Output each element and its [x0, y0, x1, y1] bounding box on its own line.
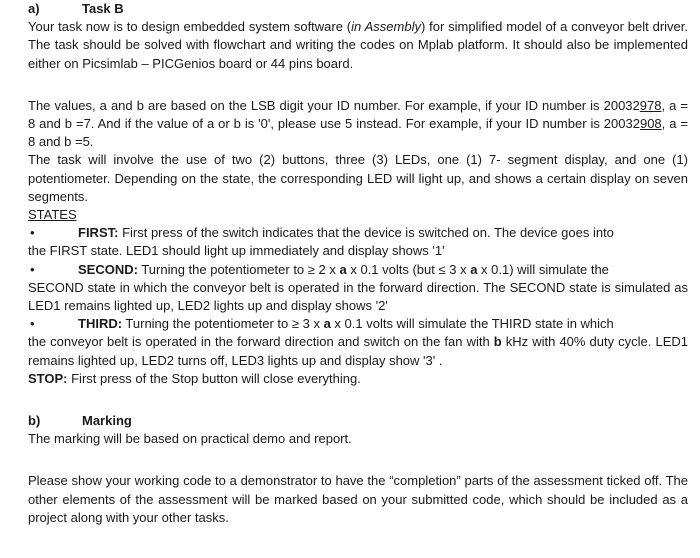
intro-part-1: Your task now is to design embedded system software (: [28, 19, 352, 35]
first-label: FIRST:: [78, 225, 119, 241]
stop-text: First press of the Stop button will close everything.: [67, 370, 361, 386]
assignment-document: [28, 0, 688, 527]
second-text-1e: x 0.1) will simulate the: [477, 261, 609, 277]
third-var-b: b: [493, 334, 502, 350]
state-first-line-2: the FIRST state. LED1 should light up immediately and display shows '1': [28, 243, 445, 259]
state-third-line-1: [28, 315, 688, 333]
values-text-b: , a = 8 and b =7. And if the value of a or b is '0', please use 5 instead. For example, if your ID number is 20032: [28, 97, 688, 132]
state-second-line-2: SECOND state in which the conveyor belt is operated in the forward direction. The SECOND state is simulated as LED1 remains lighted up, LED2 lights up and display shows '2': [28, 279, 688, 314]
marking-text: The marking will be based on practical demo and report.: [28, 431, 352, 447]
marking-heading: [28, 412, 688, 430]
third-text-1a: Turning the potentiometer to ≥ 3 x: [122, 316, 324, 332]
second-var-a-1: a: [339, 261, 347, 277]
closing-paragraph: Please show your working code to a demonstrator to have the “completion” parts of the assessment ticked off. The other elements of the assessment will be marked based on your submitted code, which should be included as a project along with your other tasks.: [28, 473, 688, 525]
state-first-line-1: [28, 224, 688, 242]
first-text-1: First press of the switch indicates that the device is switched on. The device goes into: [118, 225, 614, 241]
task-b-intro: [28, 18, 688, 73]
marking-label: b): [28, 413, 41, 429]
components-paragraph: The task will involve the use of two (2) buttons, three (3) LEDs, one (1) 7- segment display, and one (1) potentiometer. Depending on the state, the corresponding LED will light up, and shows a certain display on seven segments.: [28, 152, 688, 204]
task-b-title: Task B: [82, 1, 124, 16]
second-label: SECOND:: [78, 261, 138, 277]
states-heading: STATES: [28, 207, 77, 223]
second-var-a-2: a: [470, 261, 478, 277]
third-var-a: a: [323, 316, 331, 332]
state-stop: [28, 370, 688, 388]
values-paragraph: [28, 97, 688, 152]
task-b-label: a): [28, 1, 40, 16]
marking-title: Marking: [82, 413, 132, 429]
bullet-third: •: [30, 316, 35, 332]
third-label: THIRD:: [78, 316, 123, 332]
bullet-second: •: [30, 261, 35, 277]
third-text-1c: x 0.1 volts will simulate the THIRD state in which: [330, 316, 614, 332]
values-text-a: The values, a and b are based on the LSB digit your ID number. For example, if your ID number is 20032: [28, 97, 640, 113]
intro-part-2: ) for simplified model of a conveyor belt driver. The task should be solved with flowchart and writing the codes on Mplab platform. It should also be implemented either on Picsimlab – PICGenios board or 44 pins board.: [28, 19, 688, 71]
values-text-c: , a = 8 and b =5.: [28, 116, 688, 150]
third-text-2a: the conveyor belt is operated in the forward direction and switch on the fan with: [28, 334, 494, 350]
state-third-line-2: [28, 333, 688, 369]
bullet-first: •: [30, 225, 35, 241]
third-text-2c: kHz with 40% duty cycle. LED1 remains lighted up, LED2 turns off, LED3 lights up and display show '3' .: [28, 334, 688, 368]
id-digits-underlined-2: 908: [639, 116, 662, 132]
state-second-line-1: [28, 261, 688, 279]
id-digits-underlined-1: 978: [639, 97, 662, 113]
intro-italic: in Assembly: [351, 19, 421, 35]
second-text-1c: x 0.1 volts (but ≤ 3 x: [346, 261, 471, 277]
second-text-1a: Turning the potentiometer to ≥ 2 x: [137, 261, 340, 277]
stop-label: STOP:: [28, 370, 68, 386]
task-b-heading: [28, 0, 688, 18]
